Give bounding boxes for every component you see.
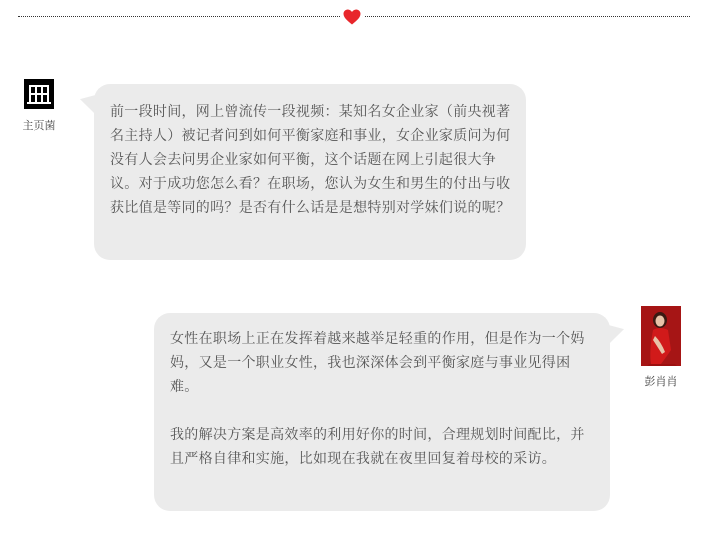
heart-icon [340,7,364,27]
interviewer-name: 主页菌 [22,119,56,132]
building-logo-icon [24,79,54,109]
interviewee-name: 彭肖肖 [644,375,678,388]
answer-paragraph-2: 我的解决方案是高效率的利用好你的时间，合理规划时间配比，并且严格自律和实施，比如现在我就在夜里回复着母校的采访。 [170,427,585,467]
answer-paragraph-1: 女性在职场上正在发挥着越来越举足轻重的作用，但是作为一个妈妈，又是一个职业女性，我也深深体会到平衡家庭与事业见得困难。 [170,331,585,395]
bubble-tail-right [608,319,624,345]
portrait-photo [641,306,681,366]
answer-bubble [154,313,610,511]
interviewee-avatar [641,306,681,366]
question-text: 前一段时间，网上曾流传一段视频：某知名女企业家（前央视著名主持人）被记者问到如何平衡家庭和事业，女企业家质问为何没有人会去问男企业家如何平衡，这个话题在网上引起很大争议。对于成功您怎么看？在职场，您认为女生和男生的付出与收获比值是等同的吗？是否有什么话是是想特别对学妹们说的呢？ [110,104,511,216]
question-bubble [94,84,526,260]
interviewer-avatar [24,79,54,109]
heart-icon-svg [343,9,361,25]
